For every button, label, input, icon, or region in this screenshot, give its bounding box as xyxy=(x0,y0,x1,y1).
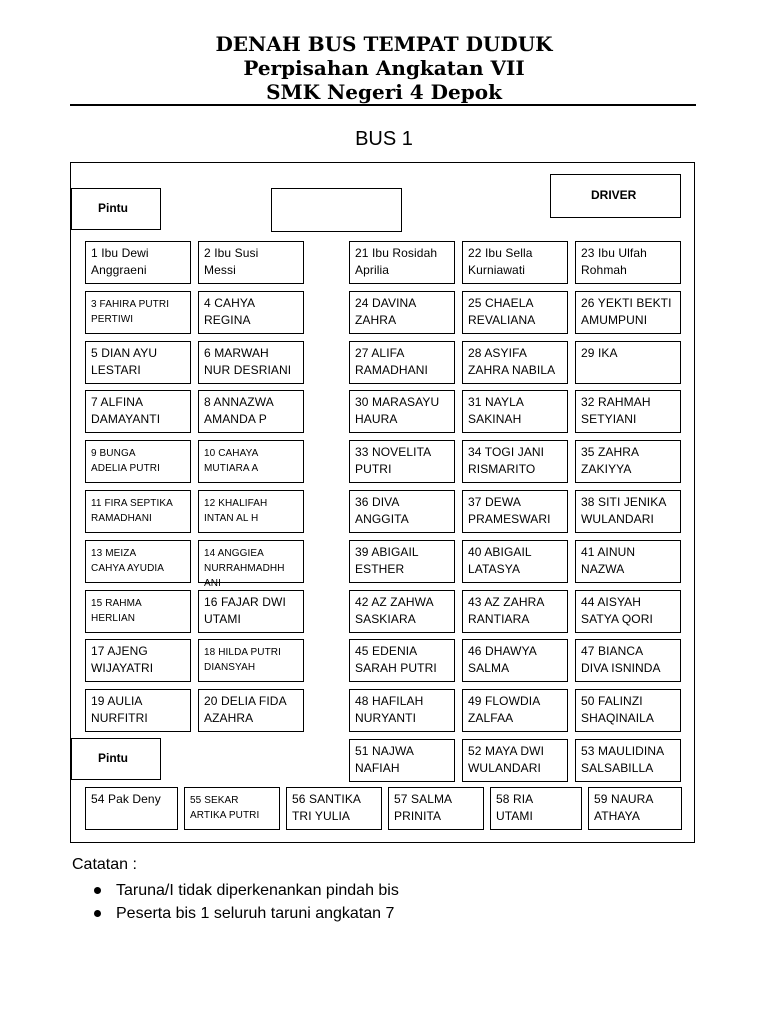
seat-box xyxy=(349,291,455,334)
seat-label: 13 MEIZA CAHYA AYUDIA xyxy=(91,548,165,574)
seat-label: 47 BIANCA DIVA ISNINDA xyxy=(581,644,661,675)
header-divider xyxy=(70,104,696,106)
seat-box xyxy=(349,440,455,483)
seat-box xyxy=(349,390,455,433)
seat-box xyxy=(85,689,191,732)
seat-label: 32 RAHMAH SETYIANI xyxy=(581,395,651,426)
seat-box xyxy=(349,739,455,782)
seat-label: 4 CAHYA REGINA xyxy=(204,296,256,327)
seat-box xyxy=(462,739,568,782)
seat-box xyxy=(349,540,455,583)
seat-label: 37 DEWA PRAMESWARI xyxy=(468,495,551,526)
seat-box xyxy=(85,390,191,433)
seat-box xyxy=(462,689,568,732)
seat-box xyxy=(349,490,455,533)
seat-box xyxy=(286,787,382,830)
seat-label: 25 CHAELA REVALIANA xyxy=(468,296,536,327)
seat-label: 11 FIRA SEPTIKA RAMADHANI xyxy=(91,498,173,524)
seat-label: 36 DIVA ANGGITA xyxy=(355,495,409,526)
seat-label: 49 FLOWDIA ZALFAA xyxy=(468,694,541,725)
seat-label: 20 DELIA FIDA AZAHRA xyxy=(204,694,287,725)
seat-box xyxy=(85,241,191,284)
seat-label: 3 FAHIRA PUTRI PERTIWI xyxy=(91,299,170,325)
seat-label: 53 MAULIDINA SALSABILLA xyxy=(581,744,665,775)
seat-box xyxy=(198,390,304,433)
seat-label: 26 YEKTI BEKTI AMUMPUNI xyxy=(581,296,672,327)
seat-label: 16 FAJAR DWI UTAMI xyxy=(204,595,286,626)
seat-box xyxy=(588,787,682,830)
seat-label: 12 KHALIFAH INTAN AL H xyxy=(204,498,268,524)
seat-label: 5 DIAN AYU LESTARI xyxy=(91,346,158,377)
notes-list xyxy=(92,879,399,925)
seat-label: 35 ZAHRA ZAKIYYA xyxy=(581,445,640,476)
seat-box xyxy=(85,590,191,633)
seat-box xyxy=(462,590,568,633)
seat-label: 15 RAHMA HERLIAN xyxy=(91,598,142,624)
seat-label: 9 BUNGA ADELIA PUTRI xyxy=(91,448,160,474)
seat-label: 51 NAJWA NAFIAH xyxy=(355,744,415,775)
blank-box xyxy=(271,188,402,232)
seat-box xyxy=(490,787,582,830)
seat-label: 22 Ibu Sella Kurniawati xyxy=(468,246,533,277)
seat-label: 50 FALINZI SHAQINAILA xyxy=(581,694,655,725)
seat-box xyxy=(462,291,568,334)
seat-label: 7 ALFINA DAMAYANTI xyxy=(91,395,161,426)
seat-box xyxy=(85,341,191,384)
seat-box xyxy=(198,241,304,284)
seat-label: 21 Ibu Rosidah Aprilia xyxy=(355,246,438,277)
seat-label: 54 Pak Deny xyxy=(91,792,161,806)
seat-box xyxy=(198,291,304,334)
seat-box xyxy=(575,639,681,682)
seat-label: 57 SALMA PRINITA xyxy=(394,792,453,823)
seat-label: 6 MARWAH NUR DESRIANI xyxy=(204,346,292,377)
seat-box xyxy=(462,241,568,284)
notes-title: Catatan : xyxy=(72,856,137,873)
seat-box xyxy=(349,590,455,633)
seat-label: 10 CAHAYA MUTIARA A xyxy=(204,448,259,474)
seat-label: 19 AULIA NURFITRI xyxy=(91,694,148,725)
front-door-label: Pintu xyxy=(98,201,128,215)
seat-label: 8 ANNAZWA AMANDA P xyxy=(204,395,274,426)
seat-box xyxy=(462,341,568,384)
seat-box xyxy=(575,490,681,533)
seat-box xyxy=(575,440,681,483)
seat-box xyxy=(349,639,455,682)
seat-box xyxy=(184,787,280,830)
seat-label: 40 ABIGAIL LATASYA xyxy=(468,545,532,576)
seat-label: 31 NAYLA SAKINAH xyxy=(468,395,524,426)
seat-label: 44 AISYAH SATYA QORI xyxy=(581,595,653,626)
seat-box xyxy=(575,739,681,782)
seat-box xyxy=(388,787,484,830)
seat-label: 34 TOGI JANI RISMARITO xyxy=(468,445,545,476)
seat-box xyxy=(198,590,304,633)
seat-label: 55 SEKAR ARTIKA PUTRI xyxy=(190,795,260,821)
note-item: Peserta bis 1 seluruh taruni angkatan 7 xyxy=(92,902,399,925)
seat-box xyxy=(85,540,191,583)
back-door-label: Pintu xyxy=(98,751,128,765)
seat-box xyxy=(575,540,681,583)
note-item: Taruna/I tidak diperkenankan pindah bis xyxy=(92,879,399,902)
seat-label: 29 IKA xyxy=(581,346,618,360)
seat-box xyxy=(85,490,191,533)
seat-box xyxy=(198,341,304,384)
seat-box xyxy=(85,440,191,483)
seat-label: 33 NOVELITA PUTRI xyxy=(355,445,432,476)
bus-label: BUS 1 xyxy=(355,128,413,150)
driver-label: DRIVER xyxy=(591,188,637,202)
seat-box xyxy=(85,787,178,830)
seat-label: 23 Ibu Ulfah Rohmah xyxy=(581,246,647,277)
seat-box xyxy=(575,291,681,334)
seat-label: 45 EDENIA SARAH PUTRI xyxy=(355,644,437,675)
seat-label: 39 ABIGAIL ESTHER xyxy=(355,545,419,576)
seat-box xyxy=(462,390,568,433)
seat-box xyxy=(349,689,455,732)
seat-box xyxy=(462,540,568,583)
seat-box xyxy=(349,241,455,284)
page-title: DENAH BUS TEMPAT DUDUK xyxy=(215,32,553,56)
seat-label: 58 RIA UTAMI xyxy=(496,792,534,823)
seat-label: 1 Ibu Dewi Anggraeni xyxy=(91,246,149,277)
back-door-box xyxy=(71,738,161,780)
page-subtitle: Perpisahan Angkatan VII xyxy=(243,56,525,80)
seat-box xyxy=(575,341,681,384)
driver-box xyxy=(550,174,681,218)
seat-label: 42 AZ ZAHWA SASKIARA xyxy=(355,595,434,626)
seat-box xyxy=(575,241,681,284)
seat-label: 59 NAURA ATHAYA xyxy=(594,792,654,823)
seat-label: 14 ANGGIEA NURRAHMADHH ANI xyxy=(204,548,285,589)
seat-box xyxy=(198,540,304,589)
seat-label: 52 MAYA DWI WULANDARI xyxy=(468,744,545,775)
seat-box xyxy=(198,689,304,732)
seat-box xyxy=(462,440,568,483)
seat-label: 48 HAFILAH NURYANTI xyxy=(355,694,424,725)
seat-box xyxy=(198,639,304,682)
seat-label: 41 AINUN NAZWA xyxy=(581,545,636,576)
seat-label: 2 Ibu Susi Messi xyxy=(204,246,259,277)
seat-label: 17 AJENG WIJAYATRI xyxy=(91,644,154,675)
seat-label: 46 DHAWYA SALMA xyxy=(468,644,537,675)
seat-box xyxy=(462,490,568,533)
school-name: SMK Negeri 4 Depok xyxy=(266,80,502,104)
seat-label: 28 ASYIFA ZAHRA NABILA xyxy=(468,346,556,377)
front-door-box xyxy=(71,188,161,230)
seat-label: 30 MARASAYU HAURA xyxy=(355,395,440,426)
seat-box xyxy=(85,639,191,682)
seat-label: 56 SANTIKA TRI YULIA xyxy=(292,792,362,823)
seat-label: 43 AZ ZAHRA RANTIARA xyxy=(468,595,545,626)
seat-label: 27 ALIFA RAMADHANI xyxy=(355,346,428,377)
seat-box xyxy=(349,341,455,384)
seat-box xyxy=(198,490,304,533)
seat-box xyxy=(198,440,304,483)
seat-box xyxy=(462,639,568,682)
seat-label: 24 DAVINA ZAHRA xyxy=(355,296,417,327)
seat-box xyxy=(575,590,681,633)
seat-box xyxy=(575,689,681,732)
seat-box xyxy=(575,390,681,433)
seat-label: 18 HILDA PUTRI DIANSYAH xyxy=(204,647,281,673)
seat-box xyxy=(85,291,191,334)
seat-label: 38 SITI JENIKA WULANDARI xyxy=(581,495,667,526)
